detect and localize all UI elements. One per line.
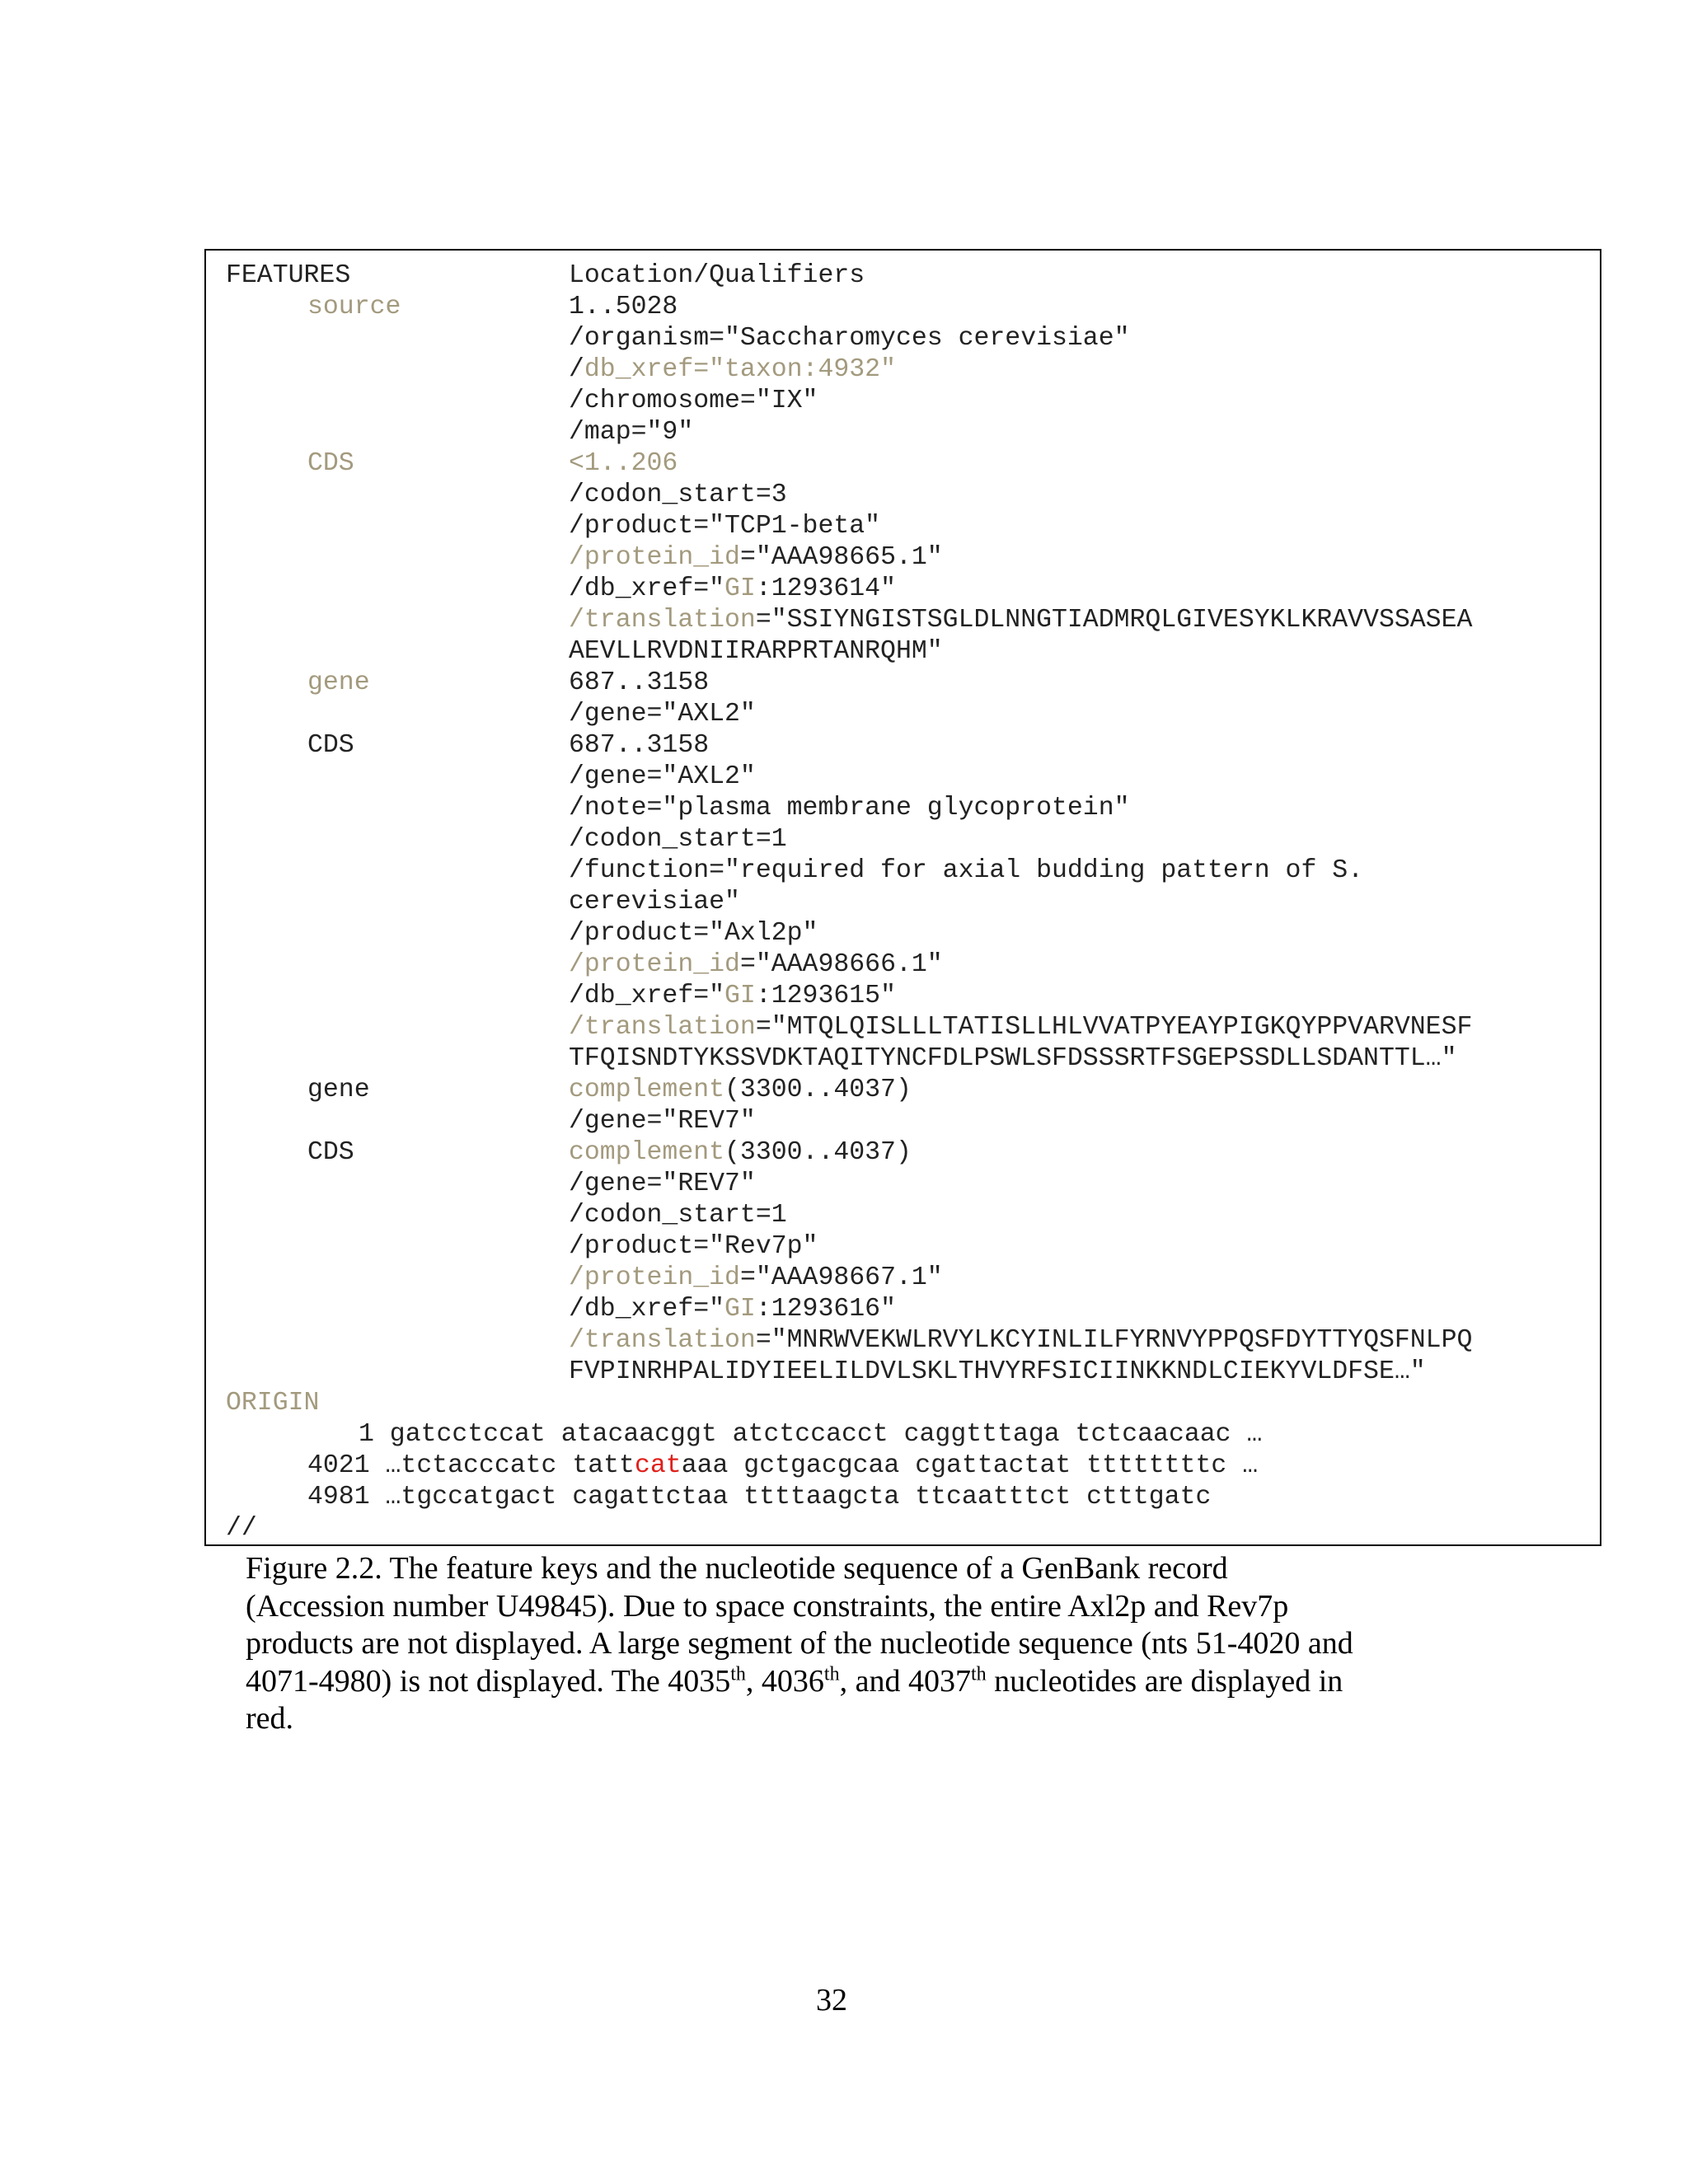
caption-line: 4071-4980) is not displayed. The 4035th, 4036th, and 4037th nucleotides are displayed in bbox=[246, 1662, 1343, 1699]
sequence-line-1: 1 gatcctccat atacaacggt atctccacct caggtttaga tctcaacaac … bbox=[359, 1420, 1263, 1449]
caption-line: products are not displayed. A large segment of the nucleotide sequence (nts 51-4020 and bbox=[246, 1626, 1353, 1661]
cds3-product: /product="Rev7p" bbox=[569, 1232, 818, 1261]
cds3-protein-id: /protein_id="AAA98667.1" bbox=[569, 1263, 943, 1292]
cds3-translation-line2: FVPINRHPALIDYIEELILDVLSKLTHVYRFSICIINKKNDLCIEKYVLDFSE…" bbox=[569, 1357, 1426, 1386]
cds2-db-xref: /db_xref="GI:1293615" bbox=[569, 982, 896, 1010]
cds2-function-line2: cerevisiae" bbox=[569, 888, 740, 916]
cds3-codon-start: /codon_start=1 bbox=[569, 1201, 787, 1230]
cds2-key: CDS bbox=[307, 731, 354, 760]
cds1-protein-id: /protein_id="AAA98665.1" bbox=[569, 543, 943, 572]
cds1-location: <1..206 bbox=[569, 449, 678, 478]
cds1-codon-start: /codon_start=3 bbox=[569, 480, 787, 509]
cds1-translation-line1: /translation="SSIYNGISTSGLDLNNGTIADMRQLGIVESYKLKRAVVSSASEA bbox=[569, 606, 1473, 635]
sequence-line-4981: 4981 …tgccatgact cagattctaa ttttaagcta ttcaatttct ctttgatc bbox=[307, 1483, 1212, 1511]
organism-qualifier: /organism="Saccharomyces cerevisiae" bbox=[569, 324, 1130, 353]
cds2-location: 687..3158 bbox=[569, 731, 710, 760]
gene2-gene: /gene="REV7" bbox=[569, 1107, 756, 1136]
cds2-translation-line2: TFQISNDTYKSSVDKTAQITYNCFDLPSWLSFDSSSRTFSGEPSSDLLSDANTTL…" bbox=[569, 1044, 1457, 1073]
cds1-db-xref: /db_xref="GI:1293614" bbox=[569, 574, 896, 603]
map-qualifier: /map="9" bbox=[569, 418, 694, 447]
source-location: 1..5028 bbox=[569, 293, 678, 321]
origin-label: ORIGIN bbox=[226, 1389, 320, 1418]
cds1-translation-line2: AEVLLRVDNIIRARPRTANRQHM" bbox=[569, 637, 943, 666]
chromosome-qualifier: /chromosome="IX" bbox=[569, 387, 818, 415]
caption-line: red. bbox=[246, 1701, 294, 1736]
gene2-location: complement(3300..4037) bbox=[569, 1076, 912, 1104]
cds2-product: /product="Axl2p" bbox=[569, 919, 818, 948]
cds3-db-xref: /db_xref="GI:1293616" bbox=[569, 1295, 896, 1324]
genbank-record-box bbox=[204, 249, 1601, 1546]
cds3-key: CDS bbox=[307, 1138, 354, 1167]
features-label: FEATURES bbox=[226, 261, 351, 290]
figure-caption bbox=[246, 1550, 1482, 1738]
cds2-note: /note="plasma membrane glycoprotein" bbox=[569, 794, 1130, 823]
cds2-protein-id: /protein_id="AAA98666.1" bbox=[569, 950, 943, 979]
highlighted-nucleotides: cat bbox=[634, 1451, 682, 1480]
cds2-translation-line1: /translation="MTQLQISLLLTATISLLHLVVATPYEAYPIGKQYPPVARVNESF bbox=[569, 1013, 1473, 1042]
source-key: source bbox=[307, 293, 401, 321]
gene2-key: gene bbox=[307, 1076, 370, 1104]
caption-line: (Accession number U49845). Due to space constraints, the entire Axl2p and Rev7p bbox=[246, 1588, 1289, 1624]
caption-line: Figure 2.2. The feature keys and the nucleotide sequence of a GenBank record bbox=[246, 1551, 1228, 1586]
cds2-function-line1: /function="required for axial budding pattern of S. bbox=[569, 856, 1364, 885]
record-terminator: // bbox=[226, 1514, 257, 1543]
db-xref-taxon-qualifier: /db_xref="taxon:4932" bbox=[569, 355, 896, 384]
gene1-gene: /gene="AXL2" bbox=[569, 700, 756, 729]
gene1-location: 687..3158 bbox=[569, 668, 710, 697]
cds1-product: /product="TCP1-beta" bbox=[569, 512, 881, 541]
sequence-line-4021: 4021 …tctacccatc tattcataaa gctgacgcaa cgattactat ttttttttc … bbox=[307, 1451, 1259, 1480]
page-number: 32 bbox=[816, 1983, 847, 2018]
cds1-key: CDS bbox=[307, 449, 354, 478]
gene1-key: gene bbox=[307, 668, 370, 697]
location-qualifiers-label: Location/Qualifiers bbox=[569, 261, 865, 290]
cds3-gene: /gene="REV7" bbox=[569, 1169, 756, 1198]
cds3-translation-line1: /translation="MNRWVEKWLRVYLKCYINLILFYRNVYPPQSFDYTTYQSFNLPQ bbox=[569, 1326, 1473, 1355]
cds3-location: complement(3300..4037) bbox=[569, 1138, 912, 1167]
cds2-codon-start: /codon_start=1 bbox=[569, 825, 787, 854]
cds2-gene: /gene="AXL2" bbox=[569, 762, 756, 791]
